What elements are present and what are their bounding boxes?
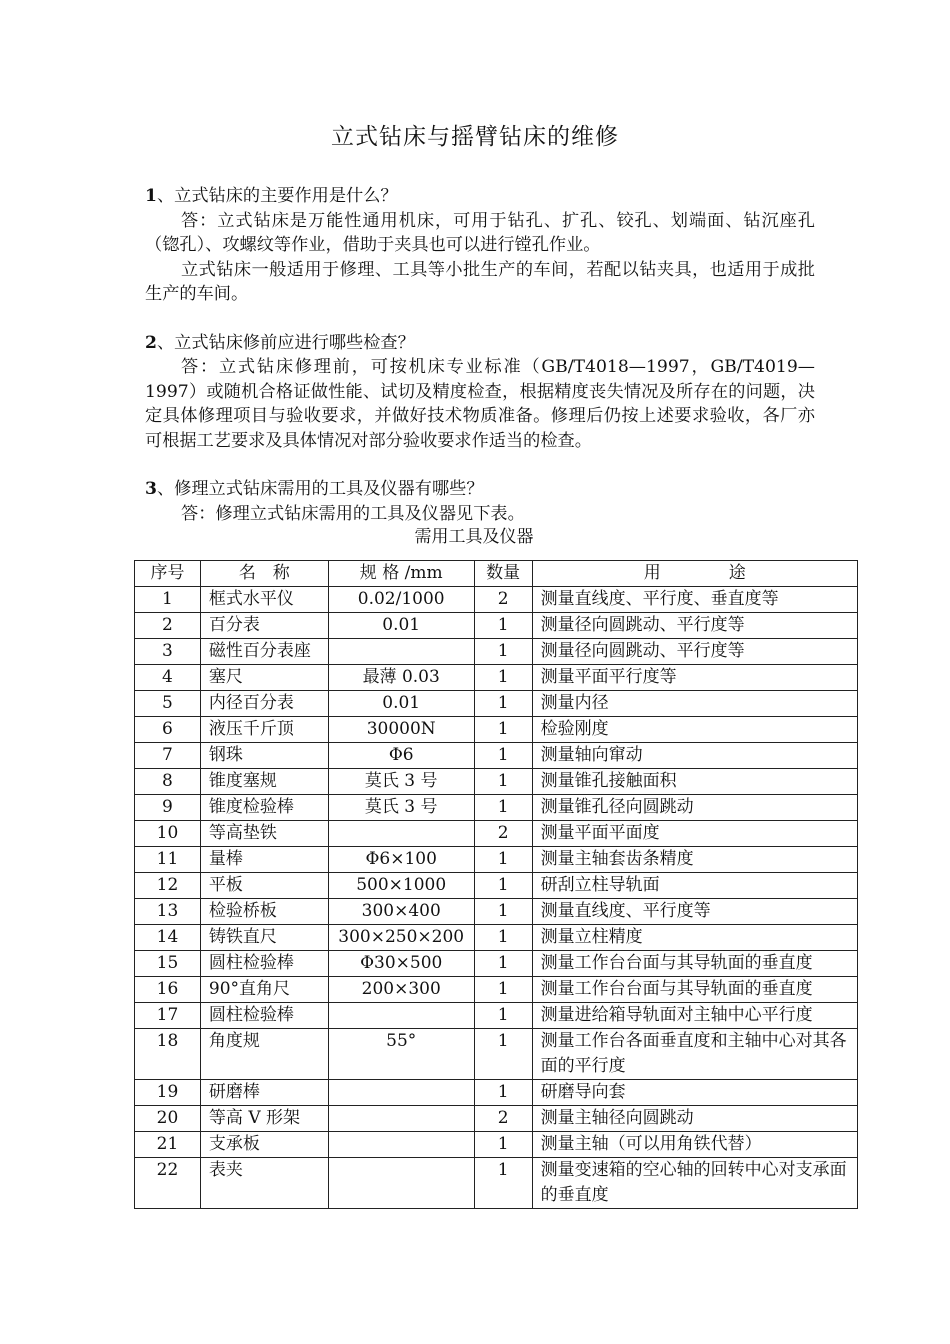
cell-index: 21 <box>135 1132 201 1158</box>
cell-spec: Φ6 <box>328 743 474 769</box>
cell-purpose: 测量直线度、平行度等 <box>532 899 857 925</box>
cell-quantity: 1 <box>474 1029 532 1080</box>
cell-quantity: 1 <box>474 769 532 795</box>
cell-index: 12 <box>135 873 201 899</box>
table-row <box>135 1158 858 1209</box>
cell-purpose: 测量主轴套齿条精度 <box>532 847 857 873</box>
table-row <box>135 1080 858 1106</box>
cell-spec: Φ6×100 <box>328 847 474 873</box>
cell-quantity: 1 <box>474 951 532 977</box>
header-index: 序号 <box>135 561 201 587</box>
cell-quantity: 2 <box>474 821 532 847</box>
cell-name: 90°直角尺 <box>200 977 328 1003</box>
cell-purpose: 测量平面平行度等 <box>532 665 857 691</box>
cell-purpose: 研磨导向套 <box>532 1080 857 1106</box>
tools-table <box>134 560 858 1209</box>
header-quantity: 数量 <box>474 561 532 587</box>
cell-purpose: 测量工作台台面与其导轨面的垂直度 <box>532 951 857 977</box>
table-row <box>135 665 858 691</box>
cell-spec: 莫氏 3 号 <box>328 769 474 795</box>
cell-quantity: 1 <box>474 1080 532 1106</box>
cell-spec <box>328 821 474 847</box>
answer-1-paragraph-2: 立式钻床一般适用于修理、工具等小批生产的车间，若配以钻夹具，也适用于成批生产的车间。 <box>145 259 815 304</box>
cell-name: 锥度塞规 <box>200 769 328 795</box>
table-row <box>135 899 858 925</box>
cell-spec <box>328 1158 474 1209</box>
cell-quantity: 1 <box>474 665 532 691</box>
cell-quantity: 1 <box>474 899 532 925</box>
header-purpose: 用 途 <box>532 561 857 587</box>
cell-index: 1 <box>135 587 201 613</box>
answer-2-paragraph-1: 答：立式钻床修理前，可按机床专业标准（GB/T4018—1997，GB/T4019—1997）或随机合格证做性能、试切及精度检查，根据精度丧失情况及所存在的问题，决定具体修理项目与验收要求，并做好技术物质准备。修理后仍按上述要求验收，各厂亦可根据工艺要求及具体情况对部分验收要求作适当的检查。 <box>145 357 815 451</box>
cell-index: 18 <box>135 1029 201 1080</box>
answer-1-paragraph-1: 答：立式钻床是万能性通用机床，可用于钻孔、扩孔、铰孔、划端面、钻沉座孔（锪孔）、攻螺纹等作业，借助于夹具也可以进行镗孔作业。 <box>145 210 815 255</box>
cell-quantity: 1 <box>474 691 532 717</box>
header-name: 名 称 <box>200 561 328 587</box>
cell-name: 检验桥板 <box>200 899 328 925</box>
cell-name: 量棒 <box>200 847 328 873</box>
table-row <box>135 1132 858 1158</box>
table-header-row <box>135 561 858 587</box>
cell-spec: 莫氏 3 号 <box>328 795 474 821</box>
cell-index: 17 <box>135 1003 201 1029</box>
cell-purpose: 研刮立柱导轨面 <box>532 873 857 899</box>
cell-purpose: 测量内径 <box>532 691 857 717</box>
cell-name: 内径百分表 <box>200 691 328 717</box>
cell-spec: 55° <box>328 1029 474 1080</box>
cell-quantity: 1 <box>474 847 532 873</box>
question-3: 3、修理立式钻床需用的工具及仪器有哪些？ <box>145 479 484 499</box>
cell-quantity: 1 <box>474 1158 532 1209</box>
cell-spec: 300×250×200 <box>328 925 474 951</box>
table-row <box>135 613 858 639</box>
table-caption: 需用工具及仪器 <box>414 527 534 547</box>
cell-spec <box>328 639 474 665</box>
table-row <box>135 821 858 847</box>
cell-quantity: 1 <box>474 1003 532 1029</box>
cell-purpose: 测量主轴径向圆跳动 <box>532 1106 857 1132</box>
cell-name: 塞尺 <box>200 665 328 691</box>
cell-spec: 0.01 <box>328 613 474 639</box>
cell-name: 铸铁直尺 <box>200 925 328 951</box>
cell-name: 圆柱检验棒 <box>200 951 328 977</box>
cell-spec <box>328 1003 474 1029</box>
cell-spec: 最薄 0.03 <box>328 665 474 691</box>
table-body <box>135 587 858 1209</box>
cell-name: 框式水平仪 <box>200 587 328 613</box>
cell-name: 支承板 <box>200 1132 328 1158</box>
cell-name: 研磨棒 <box>200 1080 328 1106</box>
cell-purpose: 测量锥孔径向圆跳动 <box>532 795 857 821</box>
cell-quantity: 1 <box>474 925 532 951</box>
cell-index: 9 <box>135 795 201 821</box>
header-spec: 规 格 /mm <box>328 561 474 587</box>
table-row <box>135 1106 858 1132</box>
cell-name: 表夹 <box>200 1158 328 1209</box>
cell-spec: 500×1000 <box>328 873 474 899</box>
cell-name: 平板 <box>200 873 328 899</box>
cell-spec <box>328 1106 474 1132</box>
cell-purpose: 测量工作台台面与其导轨面的垂直度 <box>532 977 857 1003</box>
cell-index: 20 <box>135 1106 201 1132</box>
cell-quantity: 1 <box>474 977 532 1003</box>
question-1: 1、立式钻床的主要作用是什么？ <box>145 186 398 206</box>
cell-index: 8 <box>135 769 201 795</box>
table-row <box>135 795 858 821</box>
cell-purpose: 测量锥孔接触面积 <box>532 769 857 795</box>
table-row <box>135 1003 858 1029</box>
cell-purpose: 测量直线度、平行度、垂直度等 <box>532 587 857 613</box>
cell-index: 16 <box>135 977 201 1003</box>
cell-name: 磁性百分表座 <box>200 639 328 665</box>
document-title: 立式钻床与摇臂钻床的维修 <box>331 124 619 150</box>
cell-index: 3 <box>135 639 201 665</box>
answer-3-paragraph-1: 答：修理立式钻床需用的工具及仪器见下表。 <box>181 503 525 524</box>
table-row <box>135 847 858 873</box>
table-row <box>135 873 858 899</box>
cell-name: 百分表 <box>200 613 328 639</box>
cell-spec: Φ30×500 <box>328 951 474 977</box>
cell-spec: 300×400 <box>328 899 474 925</box>
cell-name: 等高 V 形架 <box>200 1106 328 1132</box>
cell-quantity: 1 <box>474 639 532 665</box>
cell-index: 13 <box>135 899 201 925</box>
cell-quantity: 1 <box>474 717 532 743</box>
table-row <box>135 951 858 977</box>
cell-index: 19 <box>135 1080 201 1106</box>
cell-purpose: 测量立柱精度 <box>532 925 857 951</box>
cell-name: 等高垫铁 <box>200 821 328 847</box>
question-2: 2、立式钻床修前应进行哪些检查？ <box>145 332 415 353</box>
cell-spec: 0.01 <box>328 691 474 717</box>
table-row <box>135 587 858 613</box>
cell-purpose: 测量径向圆跳动、平行度等 <box>532 639 857 665</box>
cell-purpose: 测量进给箱导轨面对主轴中心平行度 <box>532 1003 857 1029</box>
cell-spec <box>328 1132 474 1158</box>
cell-purpose: 测量主轴（可以用角铁代替） <box>532 1132 857 1158</box>
table-row <box>135 1029 858 1080</box>
table-row <box>135 691 858 717</box>
cell-purpose: 测量轴向窜动 <box>532 743 857 769</box>
cell-index: 15 <box>135 951 201 977</box>
cell-index: 7 <box>135 743 201 769</box>
cell-quantity: 1 <box>474 613 532 639</box>
cell-index: 14 <box>135 925 201 951</box>
cell-quantity: 1 <box>474 743 532 769</box>
cell-index: 6 <box>135 717 201 743</box>
cell-spec: 0.02/1000 <box>328 587 474 613</box>
cell-purpose: 测量平面平面度 <box>532 821 857 847</box>
cell-name: 锥度检验棒 <box>200 795 328 821</box>
cell-index: 2 <box>135 613 201 639</box>
cell-purpose: 测量变速箱的空心轴的回转中心对支承面的垂直度 <box>532 1158 857 1209</box>
cell-index: 22 <box>135 1158 201 1209</box>
document-body <box>145 184 815 548</box>
cell-spec: 200×300 <box>328 977 474 1003</box>
cell-quantity: 2 <box>474 1106 532 1132</box>
cell-purpose: 测量径向圆跳动、平行度等 <box>532 613 857 639</box>
cell-quantity: 1 <box>474 1132 532 1158</box>
cell-index: 5 <box>135 691 201 717</box>
cell-purpose: 测量工作台各面垂直度和主轴中心对其各面的平行度 <box>532 1029 857 1080</box>
cell-name: 角度规 <box>200 1029 328 1080</box>
cell-spec: 30000N <box>328 717 474 743</box>
cell-index: 10 <box>135 821 201 847</box>
cell-purpose: 检验刚度 <box>532 717 857 743</box>
cell-index: 11 <box>135 847 201 873</box>
cell-spec <box>328 1080 474 1106</box>
cell-quantity: 1 <box>474 873 532 899</box>
cell-index: 4 <box>135 665 201 691</box>
cell-quantity: 2 <box>474 587 532 613</box>
cell-name: 钢珠 <box>200 743 328 769</box>
table-row <box>135 639 858 665</box>
table-row <box>135 743 858 769</box>
table-row <box>135 977 858 1003</box>
cell-name: 液压千斤顶 <box>200 717 328 743</box>
table-row <box>135 769 858 795</box>
table-row <box>135 925 858 951</box>
table-row <box>135 717 858 743</box>
cell-name: 圆柱检验棒 <box>200 1003 328 1029</box>
cell-quantity: 1 <box>474 795 532 821</box>
